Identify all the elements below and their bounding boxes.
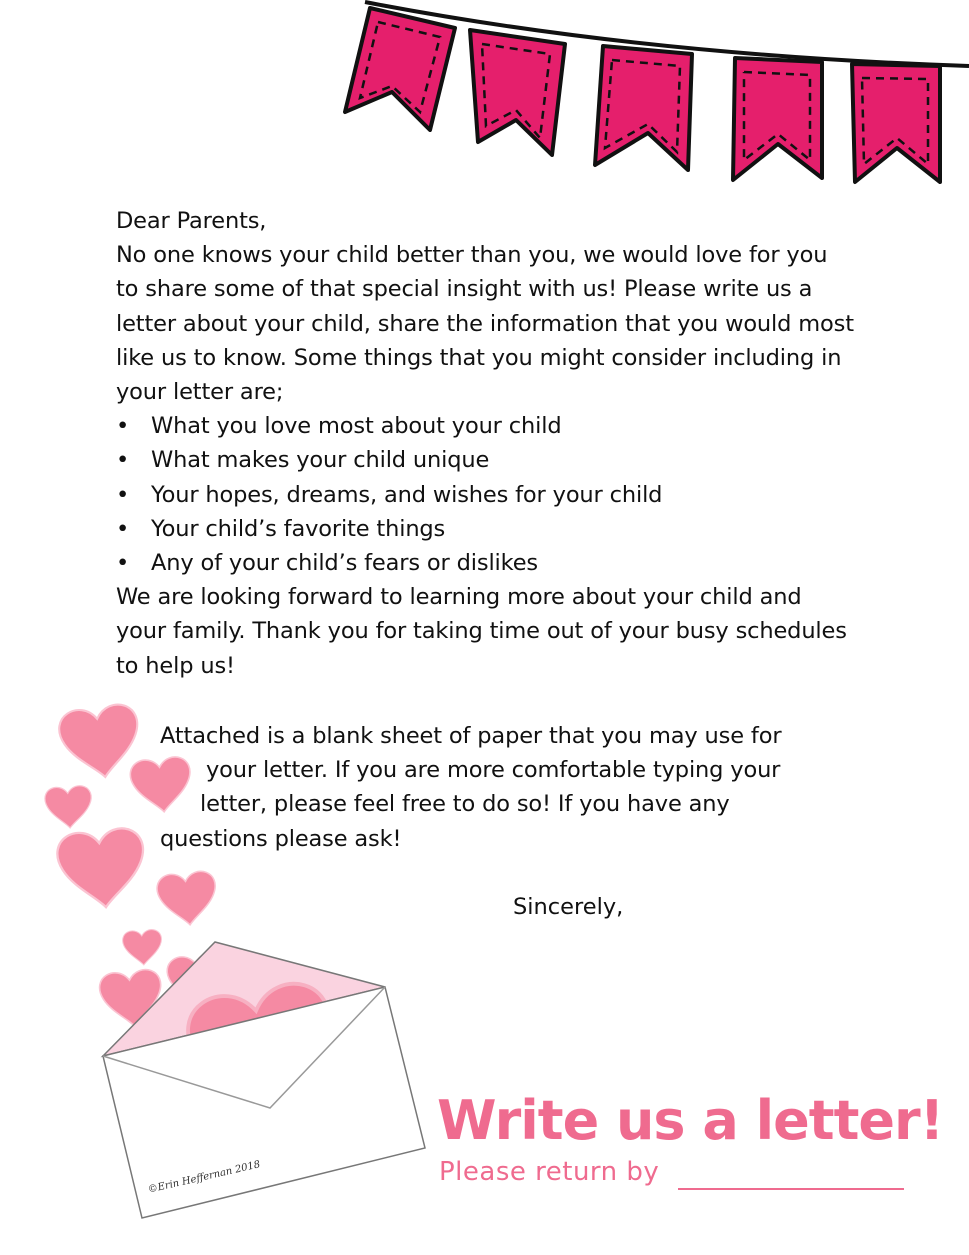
attachment-line: your letter. If you are more comfortable typing your (206, 757, 781, 784)
list-item: • Your child’s favorite things (116, 512, 856, 546)
pennant-flag (345, 8, 455, 130)
suggestion-list (116, 409, 856, 580)
pennant-flag (733, 58, 822, 180)
greeting: Dear Parents, (116, 208, 267, 234)
heart-icon (44, 785, 93, 830)
heart-icon (156, 870, 219, 928)
return-by-label: Please return by (439, 1157, 660, 1187)
pennant-flag (470, 30, 565, 155)
page-title: Write us a letter! (437, 1089, 944, 1152)
pennant-flag (595, 46, 692, 170)
attachment-paragraph (160, 719, 860, 856)
pennant-banner (0, 0, 969, 200)
return-date-blank (678, 1188, 904, 1190)
list-item: • What you love most about your child (116, 409, 856, 443)
attachment-line: Attached is a blank sheet of paper that you may use for (160, 723, 782, 749)
attachment-line: questions please ask! (160, 825, 402, 852)
list-item: • Your hopes, dreams, and wishes for your child (116, 478, 856, 512)
attachment-line: letter, please feel free to do so! If you have any (200, 791, 730, 818)
pennant-flag (852, 64, 940, 182)
heart-icon (122, 929, 163, 966)
copyright-credit: ©Erin Heffernan 2018 (147, 1159, 262, 1196)
signoff: Sincerely, (513, 894, 624, 920)
list-item: • Any of your child’s fears or dislikes (116, 546, 856, 580)
closing-paragraph: We are looking forward to learning more about your child and your family. Thank you for taking time out of your busy schedules to help us! (116, 584, 847, 679)
heart-icon (55, 826, 148, 911)
letter-body (116, 204, 856, 683)
list-item: • What makes your child unique (116, 443, 856, 477)
intro-paragraph: No one knows your child better than you, we would love for you to share some of that special insight with us! Please write us a letter about your child, share the information that you would most like us to know. Some things that you might consider including in your letter are; (116, 242, 854, 406)
